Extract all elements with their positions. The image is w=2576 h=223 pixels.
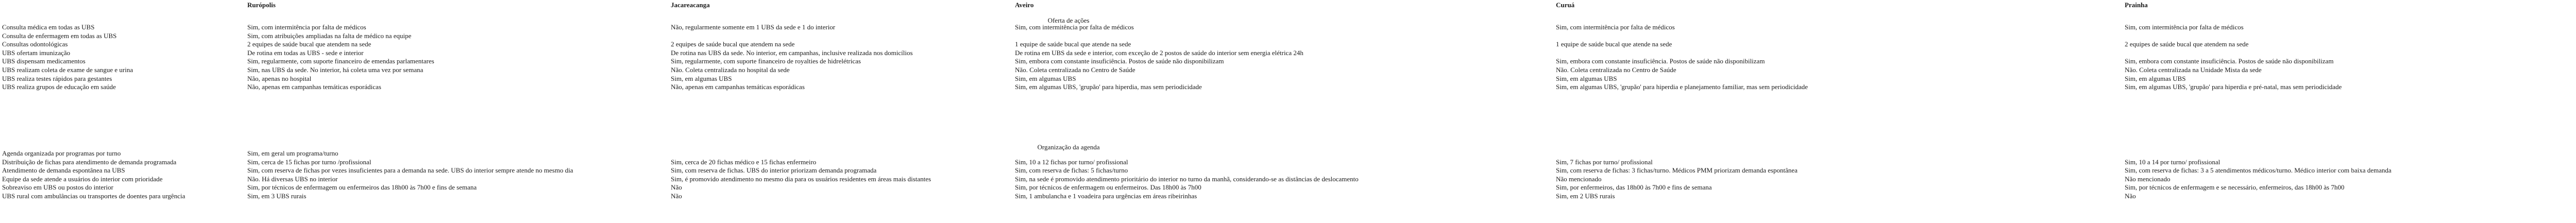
table-cell: Sim, com intermitência por falta de médicos: [2125, 23, 2244, 31]
table-row: [0, 57, 2334, 65]
header-ruropolis: Rurópolis: [247, 1, 276, 9]
row-label: Agenda organizada por programas por turno: [2, 149, 121, 157]
table-cell: Não: [2125, 192, 2136, 200]
table-cell: Sim, embora com constante insuficiência. Postos de saúde não disponibilizam: [2125, 57, 2334, 65]
table-cell: Sim, com reserva de fichas por vezes insuficientes para a demanda na sede. UBS do interior sempre atende no mesmo dia: [247, 166, 573, 175]
table-row: [0, 166, 2392, 175]
table-row: [0, 74, 2186, 83]
table-cell: Não mencionado: [1556, 175, 1602, 183]
table-cell: Sim, em 3 UBS rurais: [247, 192, 307, 200]
table-cell: Sim, na sede é promovido atendimento prioritário do interior no turno da manhã, considerando-se as distâncias de deslocamento: [1015, 175, 1359, 183]
table-cell: Não, apenas no hospital: [247, 74, 312, 82]
table-cell: Sim, 7 fichas por turno/ profissional: [1556, 158, 1653, 166]
table-cell: Sim, 10 a 12 fichas por turno/ profissional: [1015, 158, 1128, 166]
table-cell: 2 equipes de saúde bucal que atendem na sede: [2125, 40, 2249, 48]
table-row: [0, 192, 2137, 200]
table-cell: Não: [671, 183, 682, 192]
table-cell: 1 equipe de saúde bucal que atende na sede: [1015, 40, 1131, 48]
header-prainha: Prainha: [2125, 1, 2148, 9]
table-cell: Sim, 10 a 14 por turno/ profissional: [2125, 158, 2221, 166]
table-cell: Sim, 1 ambulancha e 1 voadeira para urgências em áreas ribeirinhas: [1015, 192, 1197, 200]
table-row: [0, 175, 2171, 183]
table-row: [0, 32, 2137, 40]
table-cell: Sim, em algumas UBS: [1556, 74, 1617, 82]
table-cell: Sim, em algumas UBS: [2125, 74, 2186, 82]
row-label: UBS ofertam imunização: [2, 48, 71, 57]
table-cell: Sim, em 2 UBS rurais: [1556, 192, 1615, 200]
table-cell: Sim, por técnicos de enfermagem e se necessário, enfermeiros, das 18h00 às 7h00: [2125, 183, 2345, 192]
row-label: UBS realizam coleta de exame de sangue e urina: [2, 66, 133, 74]
row-label: Distribuição de fichas para atendimento de demanda programada: [2, 158, 177, 166]
table-cell: Sim, com reserva de fichas: 5 fichas/turno: [1015, 166, 1128, 175]
table-cell: Sim, com reserva de fichas: 3 fichas/turno. Médicos PMM priorizam demanda espontânea: [1556, 166, 1798, 175]
row-label: Atendimento de demanda espontânea na UBS: [2, 166, 125, 175]
table-row: [0, 158, 2221, 166]
table-cell: Sim, em algumas UBS: [671, 74, 732, 82]
table-row: [0, 40, 2249, 48]
row-label: Equipe da sede atende a usuários do interior com prioridade: [2, 175, 163, 183]
table-cell: Não. Coleta centralizada na Unidade Mista da sede: [2125, 66, 2262, 74]
table-cell: Sim, com intermitência por falta de médicos: [1556, 23, 1675, 31]
table-cell: Não mencionado: [2125, 175, 2171, 183]
table-cell: Sim, nas UBS da sede. No interior, há coleta uma vez por semana: [247, 66, 423, 74]
table-cell: 2 equipes de saúde bucal que atendem na sede: [671, 40, 795, 48]
row-label: Consultas odontológicas: [2, 40, 68, 48]
table-cell: 2 equipes de saúde bucal que atendem na sede: [247, 40, 371, 48]
table-cell: De rotina em UBS da sede e interior, com exceção de 2 postos de saúde do interior sem energia elétrica 24h: [1015, 48, 1303, 57]
table-row: [0, 83, 2342, 91]
table-cell: Não. Coleta centralizada no hospital da sede: [671, 66, 790, 74]
table-cell: Sim, regularmente, com suporte financeiro de royalties de hidrelétricas: [671, 57, 861, 65]
row-label: Consulta de enfermagem em todas as UBS: [2, 31, 117, 40]
table-cell: Não. Coleta centralizada no Centro de Saúde: [1556, 66, 1676, 74]
row-label: UBS dispensam medicamentos: [2, 57, 86, 65]
section-oferta-title: Oferta de ações: [1047, 16, 1090, 24]
table-row: [0, 183, 2345, 192]
table-cell: Sim, por enfermeiros, das 18h00 às 7h00 e fins de semana: [1556, 183, 1712, 192]
table-cell: Sim, cerca de 15 fichas por turno /profissional: [247, 158, 371, 166]
table-cell: Sim, regularmente, com suporte financeiro de emendas parlamentares: [247, 57, 434, 65]
table-cell: Sim, em algumas UBS, 'grupão' para hiperdia, mas sem periodicidade: [1015, 83, 1202, 91]
table-cell: Sim, por técnicos de enfermagem ou enfermeiros. Das 18h00 às 7h00: [1015, 183, 1201, 192]
header-aveiro: Aveiro: [1015, 1, 1034, 9]
table-cell: De rotina em todas as UBS - sede e interior: [247, 48, 364, 57]
header-jacareacanga: Jacareacanga: [671, 1, 710, 9]
table-cell: Não, regularmente somente em 1 UBS da sede e 1 do interior: [671, 23, 836, 31]
section-organizacao-title: Organização da agenda: [1037, 143, 1100, 151]
table-cell: De rotina nas UBS da sede. No interior, em campanhas, inclusive realizada nos domicílios: [671, 48, 913, 57]
table-cell: Sim, em algumas UBS, 'grupão' para hiperdia e pré-natal, mas sem periodicidade: [2125, 83, 2342, 91]
header-curua: Curuá: [1556, 1, 1575, 9]
table-cell: Não, apenas em campanhas temáticas esporádicas: [671, 83, 805, 91]
table-cell: 1 equipe de saúde bucal que atende na sede: [1556, 40, 1672, 48]
table-cell: Sim, cerca de 20 fichas médico e 15 fichas enfermeiro: [671, 158, 817, 166]
table-cell: Sim, com intermitência por falta de médicos: [1015, 23, 1134, 31]
table-cell: Sim, é promovido atendimento no mesmo dia para os usuários residentes em áreas mais distantes: [671, 175, 931, 183]
table-cell: Não. Coleta centralizada no Centro de Saúde: [1015, 66, 1136, 74]
table-row: [0, 149, 2137, 158]
table-cell: Não, apenas em campanhas temáticas esporádicas: [247, 83, 381, 91]
table-cell: Sim, com reserva de fichas: 3 a 5 atendimentos médicos/turno. Médico interior com baixa demanda: [2125, 166, 2392, 175]
table-cell: Sim, em algumas UBS, 'grupão' para hiperdia e planejamento familiar, mas sem periodicidade: [1556, 83, 1808, 91]
table-cell: Sim, com atribuições ampliadas na falta de médico na equipe: [247, 31, 412, 40]
table-row: [0, 66, 2262, 74]
table-cell: Sim, com intermitência por falta de médicos: [247, 23, 366, 31]
table-cell: Não: [671, 192, 682, 200]
table-cell: Sim, embora com constante insuficiência. Postos de saúde não disponibilizam: [1015, 57, 1224, 65]
table-cell: Sim, por técnicos de enfermagem ou enfermeiros das 18h00 às 7h00 e fins de semana: [247, 183, 477, 192]
row-label: Consulta médica em todas as UBS: [2, 23, 95, 31]
table-row: [0, 23, 2244, 31]
table-row: [0, 49, 2137, 57]
row-label: Sobreaviso em UBS ou postos do interior: [2, 183, 113, 192]
table-cell: Sim, com reserva de fichas. UBS do interior priorizam demanda programada: [671, 166, 877, 175]
row-label: UBS realiza testes rápidos para gestantes: [2, 74, 112, 82]
row-label: UBS realiza grupos de educação em saúde: [2, 83, 116, 91]
table-cell: Não. Há diversas UBS no interior: [247, 175, 338, 183]
table-cell: Sim, em geral um programa/turno: [247, 149, 338, 157]
table-cell: Sim, em algumas UBS: [1015, 74, 1076, 82]
row-label: UBS rural com ambulâncias ou transportes de doentes para urgência: [2, 192, 185, 200]
table-cell: Sim, embora com constante insuficiência. Postos de saúde não disponibilizam: [1556, 57, 1765, 65]
